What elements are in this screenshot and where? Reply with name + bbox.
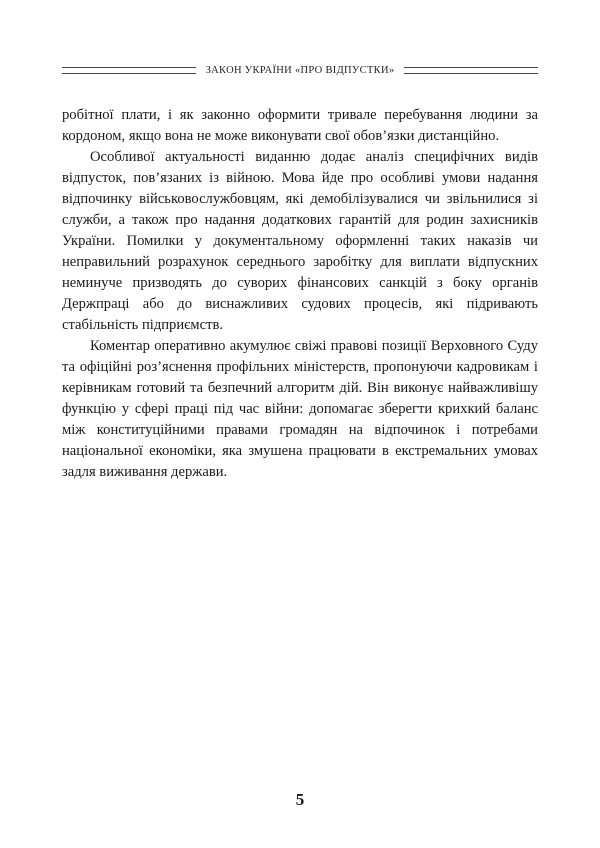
header-rule-left	[62, 67, 196, 74]
running-header	[62, 62, 538, 78]
paragraph: Коментар оперативно акумулює свіжі правові позиції Верховного Суду та офіційні роз’яснення профільних міністерств, пропонуючи кадровикам і керівникам готовий та безпечний алгоритм дій. Він виконує найважливішу функцію у сфері праці під час війни: допомагає зберегти крихкий баланс між конституційними правами громадян на відпочинок і потребами національної економіки, яка змушена працювати в екстремальних умовах задля виживання держави.	[62, 338, 538, 480]
page-number: 5	[295, 790, 305, 809]
paragraph: Особливої актуальності виданню додає аналіз специфічних видів відпусток, пов’язаних із війною. Мова йде про особливі умови надання відпочинку військовослужбовцям, які демобілізувалися чи звільнилися зі служби, а також про надання додаткових гарантій для родин захисників України. Помилки у документальному оформленні таких наказів чи неправильний розрахунок середнього заробітку для виплати відпускних неминуче призводять до суворих фінансових санкцій з боку органів Держпраці або до виснажливих судових процесів, які підривають стабільність підприємств.	[62, 149, 538, 333]
header-rule-right	[404, 67, 538, 74]
body-text	[62, 105, 538, 483]
header-title: ЗАКОН УКРАЇНИ «ПРО ВІДПУСТКИ»	[205, 64, 395, 76]
paragraph-continued: робітної плати, і як законно оформити тривале перебування людини за кордоном, якщо вона не може виконувати свої обов’язки дистанційно.	[62, 107, 538, 144]
